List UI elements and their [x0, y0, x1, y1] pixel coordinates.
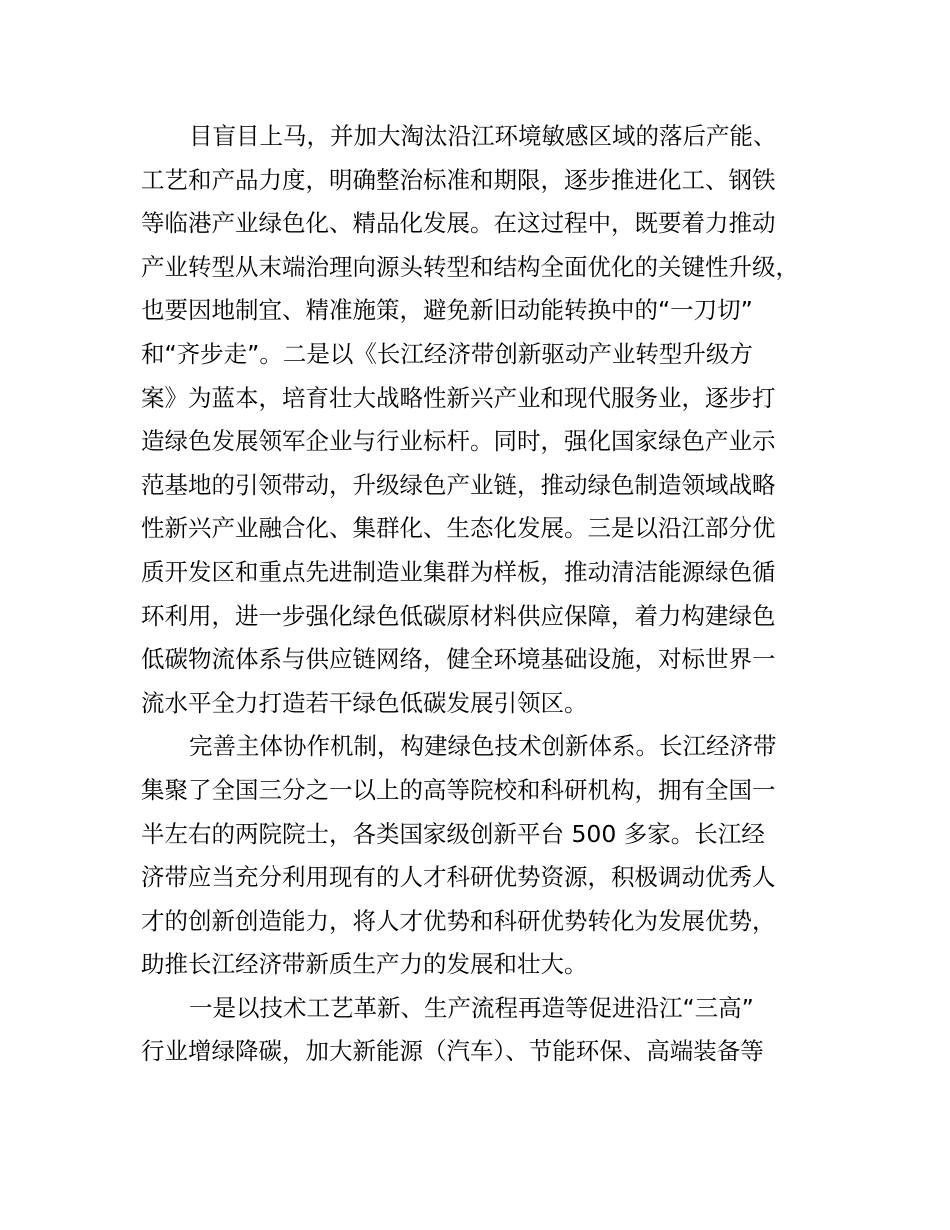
- document-body: [141, 115, 841, 1074]
- text-line: 流水平全力打造若干绿色低碳发展引领区。: [141, 688, 588, 717]
- text-line: 质开发区和重点先进制造业集群为样板，推动清洁能源绿色循: [141, 557, 776, 586]
- text-line: 环利用，进一步强化绿色低碳原材料供应保障，着力构建绿色: [141, 601, 776, 630]
- paragraph-green-tech-innovation: [141, 725, 841, 987]
- text-line: 低碳物流体系与供应链网络，健全环境基础设施，对标世界一: [141, 645, 776, 674]
- text-line: 等临港产业绿色化、精品化发展。在这过程中，既要着力推动: [141, 209, 776, 238]
- text-line: 案》为蓝本，培育壮大战略性新兴产业和现代服务业，逐步打: [141, 383, 776, 412]
- text-line: 集聚了全国三分之一以上的高等院校和科研机构，拥有全国一: [141, 775, 776, 804]
- text-line: 造绿色发展领军企业与行业标杆。同时，强化国家绿色产业示: [141, 427, 776, 456]
- text-line: 产业转型从末端治理向源头转型和结构全面优化的关键性升级，: [141, 252, 799, 281]
- text-line: 和“齐步走”。二是以《长江经济带创新驱动产业转型升级方: [141, 339, 753, 368]
- text-line: 济带应当充分利用现有的人才科研优势资源，积极调动优秀人: [141, 863, 776, 892]
- text-line: 才的创新创造能力，将人才优势和科研优势转化为发展优势，: [141, 906, 776, 935]
- text-line: 半左右的两院院士，各类国家级创新平台 500 多家。长江经: [141, 819, 765, 848]
- paragraph-industrial-transformation: [141, 115, 841, 725]
- text-line: 性新兴产业融合化、集群化、生态化发展。三是以沿江部分优: [141, 514, 776, 543]
- text-line: 行业增绿降碳，加大新能源（汽车）、节能环保、高端装备等: [141, 1037, 764, 1066]
- text-line: 完善主体协作机制，构建绿色技术创新体系。长江经济带: [189, 732, 777, 761]
- text-line: 工艺和产品力度，明确整治标准和期限，逐步推进化工、钢铁: [141, 165, 776, 194]
- text-line: 目盲目上马，并加大淘汰沿江环境敏感区域的落后产能、: [189, 122, 777, 150]
- text-line: 范基地的引领带动，升级绿色产业链，推动绿色制造领域战略: [141, 470, 776, 499]
- text-line: 一是以技术工艺革新、生产流程再造等促进沿江“三高”: [189, 993, 754, 1022]
- paragraph-process-innovation: [141, 987, 841, 1074]
- text-line: 也要因地制宜、精准施策，避免新旧动能转换中的“一刀切”: [141, 296, 753, 325]
- text-line: 助推长江经济带新质生产力的发展和壮大。: [141, 950, 588, 979]
